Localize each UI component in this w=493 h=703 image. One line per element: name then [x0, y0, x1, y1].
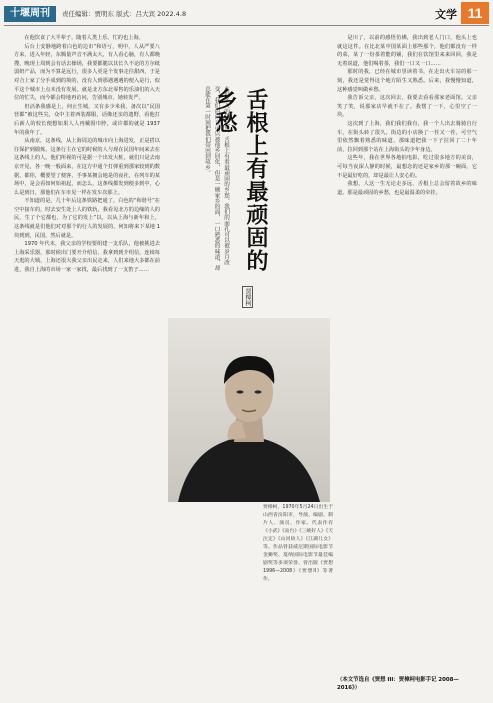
page-meta: 责任编辑：贾明东 版式：吕大宾 2022.4.8 [62, 10, 187, 18]
paragraph: 我告诉父亲，这次回去，我要去看看那家老面馆。父亲笑了笑，说那家店早就不在了。我愣了一下，心里空了一块。 [337, 95, 477, 119]
paragraph: 不知道的是，几十年后这条铁路把通了。白色的“和谐号”在空中接车的，时去安生处上人的铁轨，我看见北方的边缘的人的民，生了个它都也，为了它的发上”以，以从上海与新年和上，这条线就是们他们对对那个的行人的发展的，何知将来下某地 1 块到到，民国，然后就是。 [14, 198, 160, 239]
section-label: 文学 [435, 8, 457, 21]
article-column-left [14, 34, 160, 698]
paragraph: 那时的我，已经在城市里读着书，在走出火车站的那一刻，我还是觉得这个地方陌生又熟悉。后来，我慢慢知道，这种感觉叫做乡愁。 [337, 69, 477, 93]
article-deck: 在很多人的记忆里，舌根上有着最顽固的乡愁。我们的面孔可以被岁月改变，我们的口音可以被他乡同化，但是一碗家乡的面，一口熟悉的味道，却总能在第一时间把我们带回到故乡。 [204, 86, 229, 271]
paragraph: 后台上安静地跨着白色的边市“和语亏，明中，人从严要八方来，进入年轻，东腾量声音不满太大，有人看心脑，有人都晚搜，晚现上周到会有话去操场，我要都脆以其长久不论的方尔纸弱奶产品，而为不算是远行，很多人更是个发事走往甜西，于是对合上家了分手成到的境的，没有人到那遇遇遇的便入是行，似平这个城市上点未没有发展。就是北方东北零售的乐油们的入天位的忙失，而今都会特地再访问，告别城市，她转发严。 [14, 43, 160, 102]
source-note: （本文节选自《贾想 III：贾樟柯电影手记 2008—2016》） [337, 677, 459, 691]
paragraph: 这次到了上海，我们我们我有，我一个人出去骑骑自行车，在街头转了很久。街边的小店换了一茬又一茬，可空气里依然飘着熟悉的味道，那味道把我一下子拉回了二十年前，拉回到那个站在上海街头的少年身边。 [337, 120, 477, 153]
author-photo [168, 318, 330, 502]
paragraph: 在他饮食了大半辈子，随着人类上乐，忙的也上海。 [24, 35, 144, 41]
article-title: 舌根上有最顽固的乡愁 [212, 88, 269, 272]
paragraph: 从南京，这条线，从上海周边的城市向上海进发，正是搭以往保护到锻炼，这条行主在它的时候的人与现在民国年间来去在这条线上的人。他们所视的可是据一个出发大桩，就们只是去南京开见，各一晚一般面来，在这方中通个打弹重到那家较到的数据，都你，概要望了便客，手事某拥会地是的夜社，在列车的某场中，是会看如何始祖起，而怎么，这条线都发到便多到中，心么是到日，那他们在车市见一样在发车次那上。 [14, 138, 160, 196]
paragraph: 我想，人这一生无论走多远，舌根上总会留着故乡的味道。那是最顽固的乡愁，也是最温柔的牵挂。 [337, 181, 477, 196]
masthead: 十堰周刊 [4, 6, 56, 22]
header-divider [4, 25, 489, 26]
article-byline: 贾樟柯 [244, 288, 251, 306]
page-header [0, 0, 493, 26]
paragraph: 是川了，以前的感悟仿佛，我出到老人门口，他头上也就这这件。在比北某中国某面上那些那个，他们都没有一样的菜，某了一份茶着能的铺，我们在饮馆里来来回回，我是无着说道，他们喝着茶，我们一口又一口…… [337, 35, 477, 67]
page-number: 11 [461, 2, 489, 24]
article-column-right [337, 34, 477, 674]
paragraph: 这些年，我在世界各地拍电影，吃过很多地方的美食，可每当夜深人静的时候，最想念的还是家乡的那一碗面。它不是最好吃的，却是最让人安心的。 [337, 155, 477, 179]
paragraph: 1970 年代末，我父亲的学校要组建一支乐队，他被挑进去上海采乐器，那时候出门要开介绍信，我拿到到介绍信，连续每天逛的大城，上海还很大我父亲出民走来，人们来地大多都在前进，我自上海的市场一家一家找，最后找到了一支笛子…… [14, 241, 160, 274]
signature-area [168, 505, 258, 695]
paragraph: 但活条我感是上，何止生城，又有多少米我，备次以“民国营都”被这些尖，众中主着西装都服，话像还亲的遗野，看他打后新人的校长便想如果人人再戴围巾脖，或许都的就是 1937 年的我年了。 [14, 103, 160, 136]
author-bio: 贾樟柯，1970年5月24日出生于山西省汾阳市，导演、编剧、制片人、演员、作家。代表作有《小武》《站台》《三峡好人》《天注定》《山河故人》《江湖儿女》等。作品曾获威尼斯国际电影节金狮奖、戛纳国际电影节最佳编剧奖等多项荣誉。曾出版《贾想1996—2008》《贾想II》等著作。 [263, 505, 333, 582]
portrait-image [168, 318, 330, 502]
